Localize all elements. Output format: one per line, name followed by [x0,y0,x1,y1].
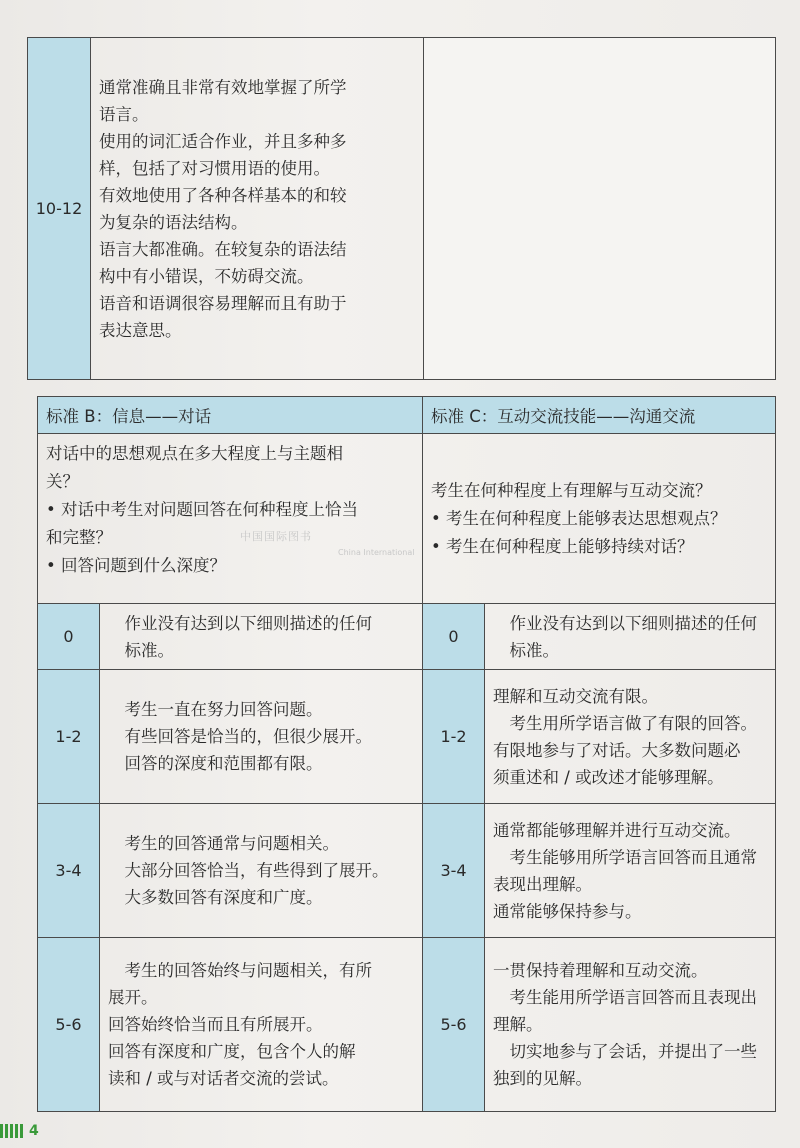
criterion-c-title: 标准 C：互动交流技能——沟通交流 [431,407,696,426]
score-label: 1-2 [55,727,82,746]
descriptor-line: 构中有小错误，不妨碍交流。 [99,266,314,286]
descriptor-line: 大多数回答有深度和广度。 [124,888,323,907]
descriptor-line: 考生用所学语言做了有限的回答。 [509,713,758,733]
watermark-text: 中国国际图书 [240,530,312,543]
descriptor-line: 有限地参与了对话。大多数问题必 [493,740,741,760]
decor-bar [0,1124,3,1138]
question-line: 考生在何种程度上有理解与互动交流？ [431,480,712,500]
criterion-b-questions [38,434,423,604]
descriptor-line: 考生能够用所学语言回答而且通常 [509,847,758,867]
descriptor-line: 考生的回答通常与问题相关。 [124,834,339,853]
decor-bar [15,1124,18,1138]
descriptor-line: 考生的回答始终与问题相关，有所 [124,961,372,980]
descriptor-line: 通常准确且非常有效地掌握了所学 [99,77,347,97]
descriptor-line: 为复杂的语法结构。 [99,212,248,232]
band-table-top [27,37,776,380]
question-line: 和完整？ [46,528,112,547]
descriptor-line: 有些回答是恰当的，但很少展开。 [124,727,372,746]
criterion-c-header [423,397,776,434]
descriptor-line: 考生能用所学语言回答而且表现出 [509,988,758,1007]
descriptor-line: 理解和互动交流有限。 [493,686,659,706]
descriptor-line: 须重述和 / 或改述才能够理解。 [493,767,724,787]
watermark-logo [240,528,312,544]
descriptor-line: 作业没有达到以下细则描述的任何 [509,613,758,633]
descriptor-cell [100,604,423,670]
descriptor-line: 表现出理解。 [493,874,593,894]
empty-cell [424,38,776,380]
score-label: 1-2 [440,727,467,746]
descriptor-line: 独到的见解。 [493,1069,593,1088]
score-label: 0 [448,627,459,646]
descriptor-cell [100,670,423,804]
watermark-text-en: China International [338,548,415,557]
score-cell [423,670,485,804]
question-line: 对话中的思想观点在多大程度上与主题相 [46,444,343,463]
descriptor-line: 语言大都准确。在较复杂的语法结 [99,239,347,259]
descriptor-line: 展开。 [108,988,158,1007]
descriptor-cell [100,804,423,938]
descriptor-line: 通常能够保持参与。 [493,901,642,921]
score-cell [38,804,100,938]
descriptor-line: 读和 / 或与对话者交流的尝试。 [108,1069,339,1088]
descriptor-line: 大部分回答恰当，有些得到了展开。 [124,861,389,880]
descriptor-line: 回答始终恰当而且有所展开。 [108,1015,323,1034]
question-line: • 考生在何种程度上能够表达思想观点？ [431,508,727,528]
criterion-b-title: 标准 B：信息——对话 [46,407,212,426]
descriptor-cell [485,804,776,938]
criteria-table [37,396,776,1112]
descriptor-line: 回答有深度和广度，包含个人的解 [108,1042,356,1061]
page-footer [0,1120,39,1142]
decor-bar [5,1124,8,1138]
question-line: 关？ [46,472,79,491]
descriptor-line: 语音和语调很容易理解而且有助于 [99,293,347,313]
descriptor-line: 理解。 [493,1015,543,1034]
score-cell [423,804,485,938]
descriptor-line: 标准。 [124,640,174,660]
watermark-subtext [338,548,414,557]
descriptor-line: 切实地参与了会话，并提出了一些 [509,1042,758,1061]
question-line: • 对话中考生对问题回答在何种程度上恰当 [46,500,358,519]
descriptor-line: 通常都能够理解并进行互动交流。 [493,820,741,840]
descriptor-line: 作业没有达到以下细则描述的任何 [124,613,372,633]
descriptor-line: 样，包括了对习惯用语的使用。 [99,158,330,178]
descriptor-cell [91,38,424,380]
descriptor-line: 使用的词汇适合作业，并且多种多 [99,131,347,151]
question-line: • 回答问题到什么深度？ [46,556,226,575]
decor-bar [20,1124,23,1138]
score-cell [423,604,485,670]
question-line: • 考生在何种程度上能够持续对话？ [431,536,694,556]
descriptor-line: 考生一直在努力回答问题。 [124,700,323,719]
descriptor-cell [485,670,776,804]
score-cell [38,670,100,804]
score-label: 5-6 [440,1015,467,1034]
descriptor-line: 标准。 [509,640,560,660]
score-label: 10-12 [35,199,83,218]
page-number: 4 [29,1123,39,1139]
decor-bar [10,1124,13,1138]
descriptor-cell [485,604,776,670]
criterion-b-header [38,397,423,434]
score-cell [38,604,100,670]
descriptor-line: 一贯保持着理解和互动交流。 [493,961,708,980]
score-label: 3-4 [440,861,467,880]
score-cell [38,938,100,1112]
score-label: 5-6 [55,1015,82,1034]
score-cell [28,38,91,380]
descriptor-cell [485,938,776,1112]
descriptor-line: 语言。 [99,104,149,124]
descriptor-line: 有效地使用了各种各样基本的和较 [99,185,347,205]
descriptor-cell [100,938,423,1112]
score-label: 0 [63,627,74,646]
descriptor-line: 表达意思。 [99,320,182,340]
criterion-c-questions [423,434,776,604]
score-label: 3-4 [55,861,82,880]
score-cell [423,938,485,1112]
descriptor-line: 回答的深度和范围都有限。 [124,754,323,773]
